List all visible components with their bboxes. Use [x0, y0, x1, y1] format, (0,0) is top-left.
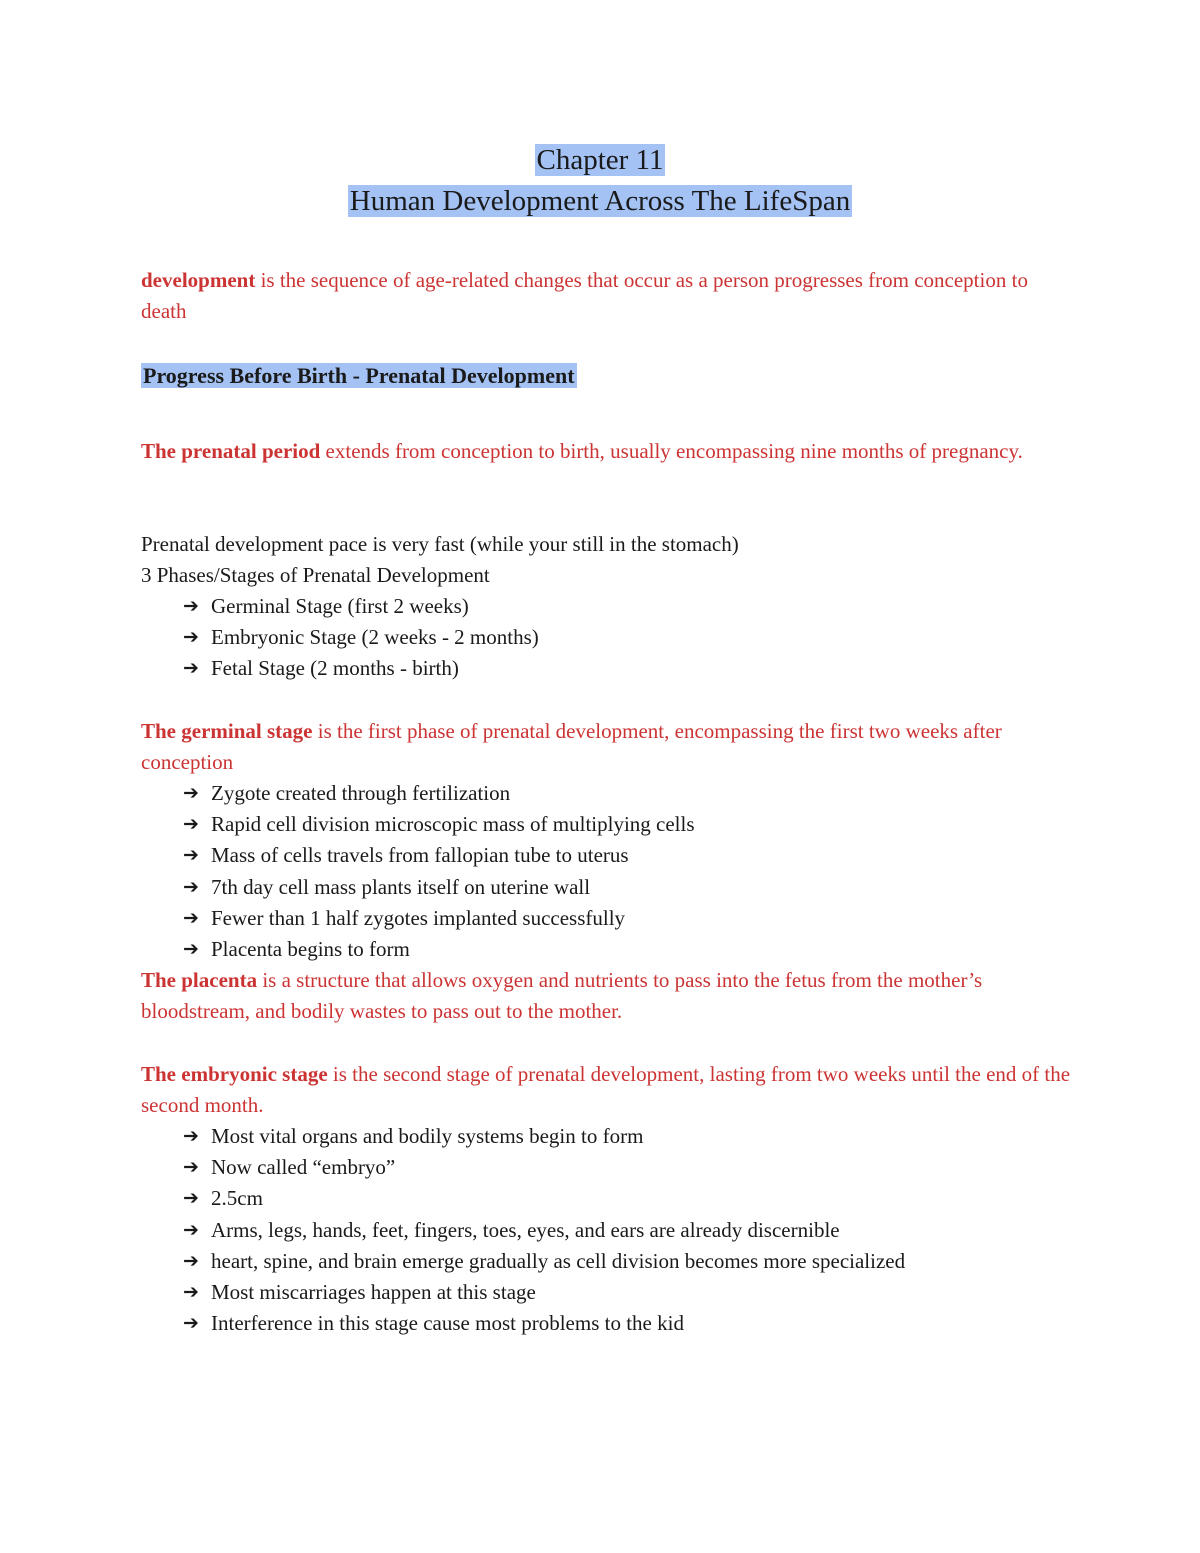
- section-heading: [141, 360, 577, 392]
- definition-term: The germinal stage: [141, 719, 313, 743]
- embryonic-points-list: [141, 1121, 905, 1339]
- right-arrow-icon: ➔: [183, 595, 199, 617]
- list-item: ➔ Now called “embryo”: [141, 1152, 905, 1183]
- definition-text: is the sequence of age-related changes that occur as a person progresses from conception to death: [141, 268, 1028, 323]
- list-item: ➔ Interference in this stage cause most problems to the kid: [141, 1308, 905, 1339]
- definition-term: The prenatal period: [141, 439, 321, 463]
- list-item: ➔ Zygote created through fertilization: [141, 778, 695, 809]
- list-item: ➔ Rapid cell division microscopic mass of multiplying cells: [141, 809, 695, 840]
- section-heading-text: Progress Before Birth - Prenatal Development: [143, 363, 575, 388]
- definition-term: The placenta: [141, 968, 258, 992]
- right-arrow-icon: ➔: [183, 1156, 199, 1179]
- definition-placenta: [141, 965, 1071, 1027]
- list-item: ➔ Most miscarriages happen at this stage: [141, 1277, 905, 1308]
- chapter-title: [141, 140, 1059, 180]
- list-item: ➔ Embryonic Stage (2 weeks - 2 months): [141, 622, 539, 653]
- phases-list: [141, 591, 539, 685]
- right-arrow-icon: ➔: [183, 626, 199, 649]
- list-item: ➔ 2.5cm: [141, 1183, 905, 1214]
- chapter-subtitle-text: Human Development Across The LifeSpan: [349, 185, 851, 217]
- right-arrow-icon: ➔: [183, 657, 199, 680]
- right-arrow-icon: ➔: [183, 1281, 199, 1304]
- list-item: ➔ 7th day cell mass plants itself on uterine wall: [141, 872, 695, 903]
- definition-text: extends from conception to birth, usually encompassing nine months of pregnancy.: [320, 439, 1023, 463]
- list-item: ➔ Placenta begins to form: [141, 934, 695, 965]
- definition-prenatal: [141, 436, 1071, 467]
- right-arrow-icon: ➔: [183, 1218, 199, 1241]
- list-item: ➔ Germinal Stage (first 2 weeks): [141, 591, 539, 622]
- definition-text: is the first phase of prenatal development, encompassing the first two weeks after conception: [141, 719, 1002, 774]
- chapter-subtitle: [141, 181, 1059, 221]
- right-arrow-icon: ➔: [183, 906, 199, 929]
- definition-term: The embryonic stage: [141, 1062, 328, 1086]
- definition-text: is the second stage of prenatal development, lasting from two weeks until the end of the second month.: [141, 1062, 1071, 1117]
- list-item: ➔ Fetal Stage (2 months - birth): [141, 653, 539, 684]
- list-item: ➔ Fewer than 1 half zygotes implanted successfully: [141, 903, 695, 934]
- right-arrow-icon: ➔: [183, 1125, 199, 1147]
- definition-germinal: [141, 716, 1071, 778]
- right-arrow-icon: ➔: [183, 844, 199, 867]
- list-item: ➔ heart, spine, and brain emerge gradually as cell division becomes more specialized: [141, 1246, 905, 1277]
- germinal-points-list: [141, 778, 695, 965]
- chapter-title-text: Chapter 11: [536, 144, 664, 176]
- prenatal-pace-text: Prenatal development pace is very fast (while your still in the stomach): [141, 532, 739, 556]
- right-arrow-icon: ➔: [183, 1249, 199, 1272]
- definition-term: development: [141, 268, 256, 292]
- list-item: ➔ Most vital organs and bodily systems begin to form: [141, 1121, 905, 1152]
- right-arrow-icon: ➔: [183, 1187, 199, 1210]
- right-arrow-icon: ➔: [183, 1312, 199, 1335]
- definition-embryonic: [141, 1059, 1071, 1121]
- list-item: ➔ Mass of cells travels from fallopian tube to uterus: [141, 840, 695, 871]
- definition-text: is a structure that allows oxygen and nutrients to pass into the fetus from the mother’s bloodstream, and bodily wastes to pass out to the mother.: [141, 968, 983, 1023]
- right-arrow-icon: ➔: [183, 782, 199, 804]
- right-arrow-icon: ➔: [183, 938, 199, 961]
- right-arrow-icon: ➔: [183, 875, 199, 898]
- list-item: ➔ Arms, legs, hands, feet, fingers, toes, eyes, and ears are already discernible: [141, 1215, 905, 1246]
- right-arrow-icon: ➔: [183, 813, 199, 836]
- phases-intro-text: 3 Phases/Stages of Prenatal Development: [141, 563, 490, 587]
- definition-development: [141, 265, 1071, 327]
